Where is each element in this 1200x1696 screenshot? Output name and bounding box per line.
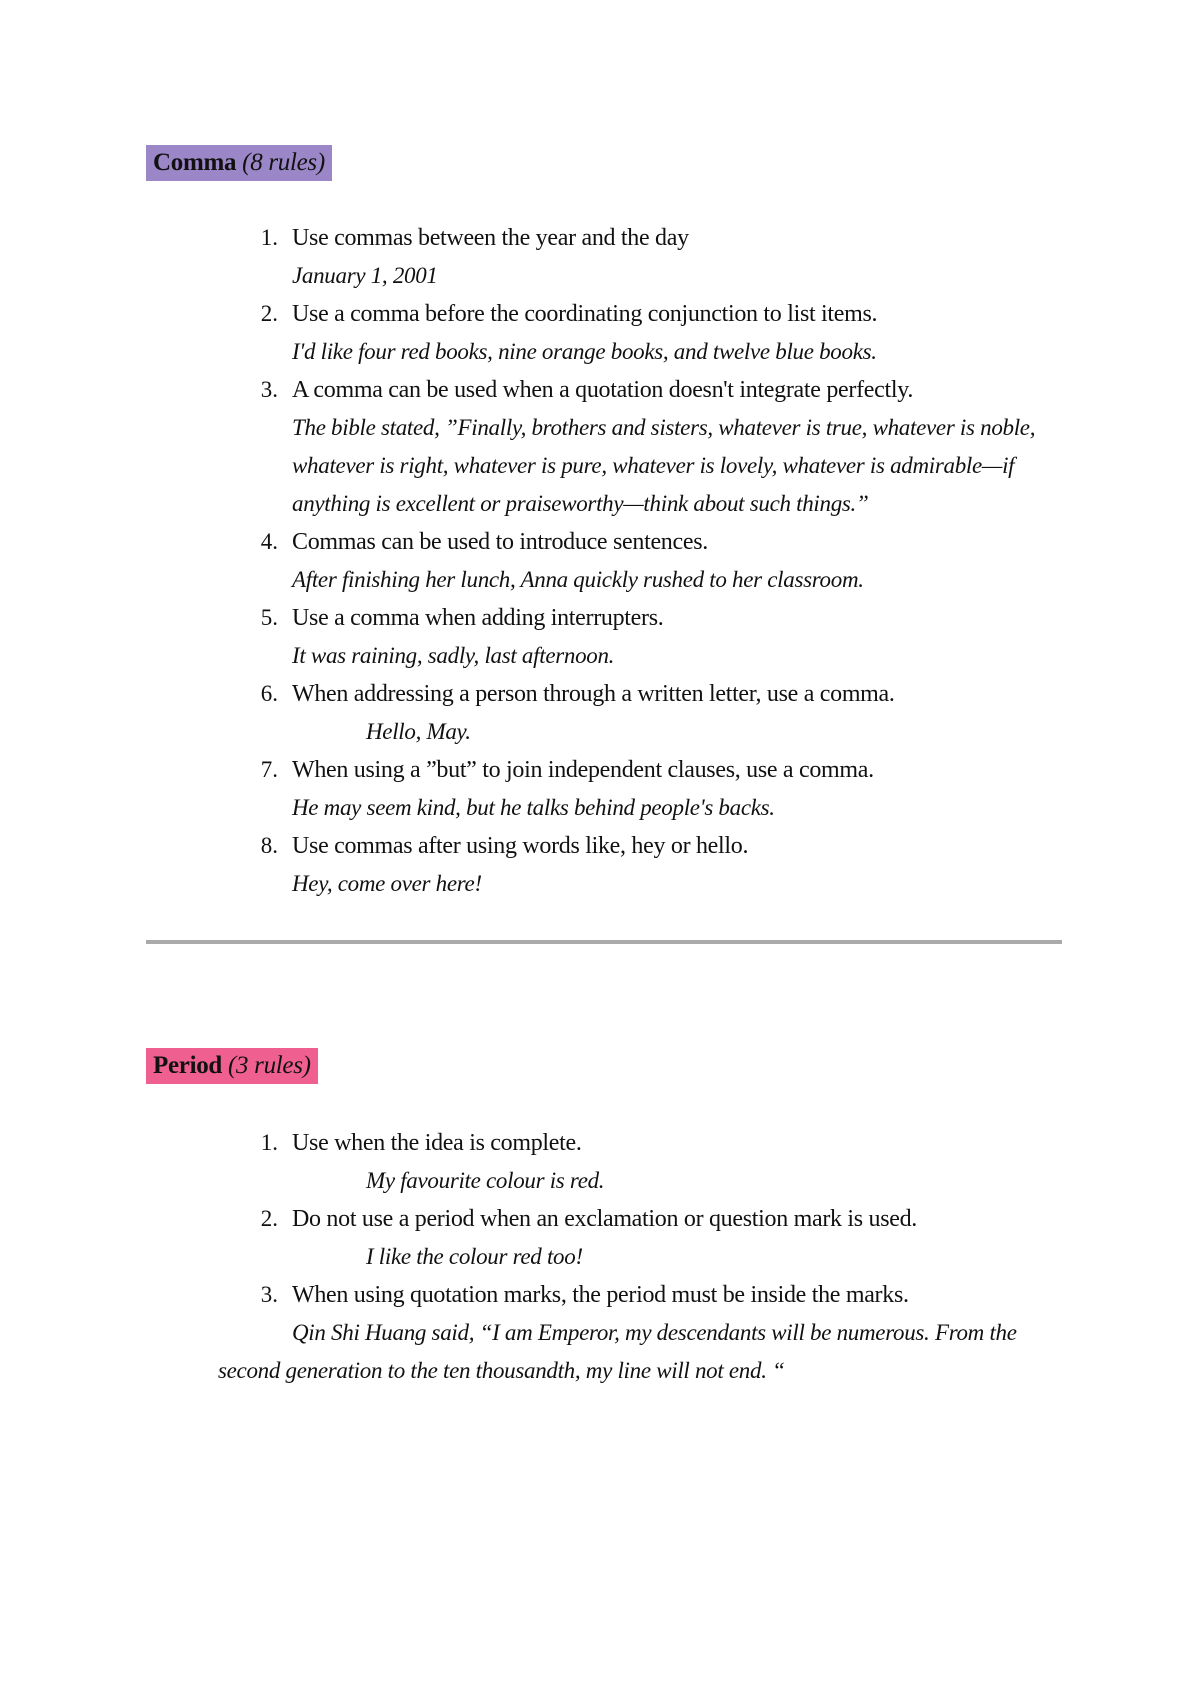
rule-example: January 1, 2001 (292, 263, 438, 288)
comma-rule-count: (8 rules) (242, 149, 325, 176)
rule-example: Hello, May. (366, 719, 471, 744)
comma-rule-3 (0, 371, 1200, 523)
rule-number: 1. (260, 225, 278, 250)
period-rule-1 (0, 1124, 1200, 1200)
rule-example: After finishing her lunch, Anna quickly rushed to her classroom. (292, 567, 864, 592)
comma-heading (146, 145, 332, 181)
rule-number: 2. (260, 1206, 278, 1231)
comma-rule-8 (0, 827, 1200, 903)
rule-text: When using a ”but” to join independent clauses, use a comma. (292, 757, 874, 783)
comma-rule-6 (0, 675, 1200, 751)
rule-number: 7. (260, 757, 278, 782)
rule-example: The bible stated, ”Finally, brothers and sisters, whatever is true, whatever is noble, whatever is right, whatever is pure, whatever is lovely, whatever is admirable—if anything is excellent or praiseworthy—think about such things.” (292, 415, 1036, 516)
rule-text: When using quotation marks, the period must be inside the marks. (292, 1282, 909, 1308)
rule-example: My favourite colour is red. (366, 1168, 605, 1193)
rule-example: It was raining, sadly, last afternoon. (292, 643, 615, 668)
rule-text: Use commas between the year and the day (292, 225, 689, 251)
rule-number: 6. (260, 681, 278, 706)
comma-rule-7 (0, 751, 1200, 827)
rule-text: Use a comma before the coordinating conjunction to list items. (292, 301, 878, 327)
rule-example: I like the colour red too! (366, 1244, 583, 1269)
rule-example: He may seem kind, but he talks behind people's backs. (292, 795, 775, 820)
comma-rule-4 (0, 523, 1200, 599)
period-heading (146, 1048, 318, 1084)
rule-example: Qin Shi Huang said, “I am Emperor, my descendants will be numerous. From the second generation to the ten thousandth, my line will not end. “ (218, 1320, 1017, 1383)
rule-number: 3. (260, 1282, 278, 1307)
comma-rules-list (0, 219, 1200, 903)
comma-rule-1 (0, 219, 1200, 295)
period-rule-count: (3 rules) (227, 1052, 311, 1079)
rule-number: 4. (260, 529, 278, 554)
rule-text: A comma can be used when a quotation doesn't integrate perfectly. (292, 377, 914, 403)
period-title: Period (153, 1052, 223, 1079)
rule-example: Hey, come over here! (292, 871, 482, 896)
rule-example: I'd like four red books, nine orange books, and twelve blue books. (292, 339, 877, 364)
rule-number: 1. (260, 1130, 278, 1155)
section-divider (146, 940, 1062, 944)
period-rule-2 (0, 1200, 1200, 1276)
rule-text: Do not use a period when an exclamation or question mark is used. (292, 1206, 918, 1232)
rule-number: 3. (260, 377, 278, 402)
rule-text: Use a comma when adding interrupters. (292, 605, 664, 631)
comma-rule-2 (0, 295, 1200, 371)
rule-text: Use when the idea is complete. (292, 1130, 582, 1156)
rule-number: 5. (260, 605, 278, 630)
period-rules-list (0, 1124, 1200, 1390)
rule-text: Commas can be used to introduce sentences. (292, 529, 708, 555)
rule-number: 8. (260, 833, 278, 858)
period-rule-3 (0, 1276, 1200, 1390)
comma-rule-5 (0, 599, 1200, 675)
comma-title: Comma (153, 149, 237, 176)
rule-number: 2. (260, 301, 278, 326)
rule-text: Use commas after using words like, hey or hello. (292, 833, 749, 859)
rule-text: When addressing a person through a written letter, use a comma. (292, 681, 895, 707)
